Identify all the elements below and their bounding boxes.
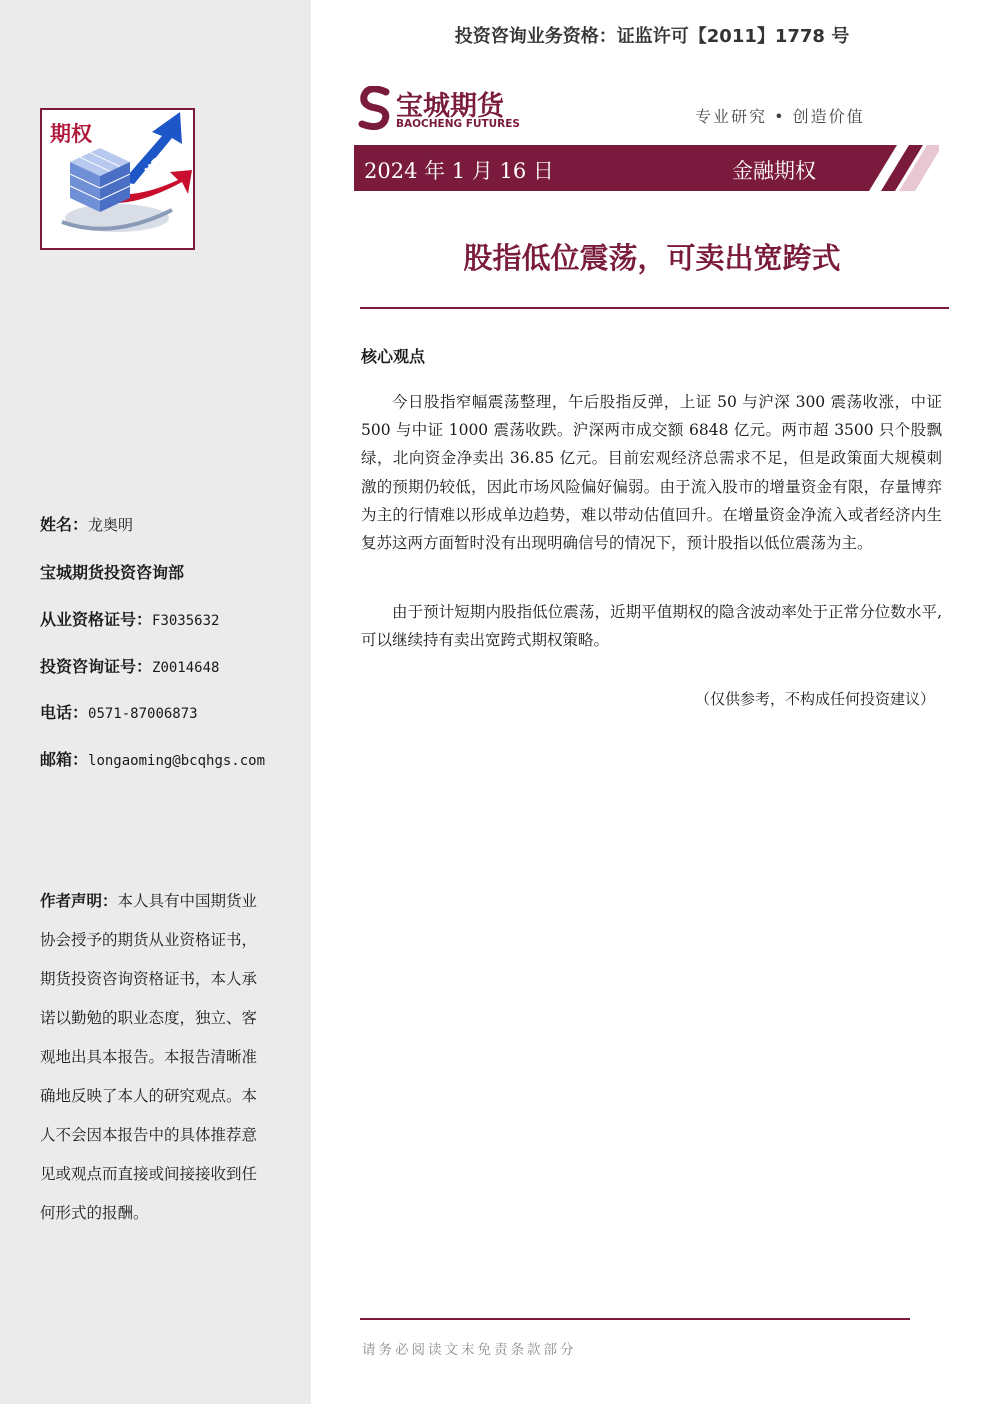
sidebar [0,0,311,1404]
author-name: 龙奥明 [88,516,134,534]
brand-s-icon [356,86,392,130]
footer-divider [360,1318,910,1320]
email-address[interactable]: longaoming@bcqhgs.com [88,753,266,769]
footer-disclaimer: 请务必阅读文末免责条款部分 [362,1342,577,1358]
declaration-label: 作者声明： [40,892,118,910]
phone-number: 0571-87006873 [88,706,198,722]
email-label: 邮箱： [40,750,89,769]
options-logo [40,108,195,250]
author-declaration [40,882,272,1233]
phone-row [40,700,198,723]
core-view-paragraph-1: 今日股指窄幅震荡整理，午后股指反弹，上证 50 与沪深 300 震荡收涨，中证 500 与中证 1000 震荡收跌。沪深两市成交额 6848 亿元。两市超 3500 只个股飘绿，北向资金净卖出 36.85 亿元。目前宏观经济总需求不足，但是政策面大规模刺激的预期仍较低，因此市场风险偏好偏弱。由于流入股市的增量资金有限，存量博弈为主的行情难以形成单边趋势，难以带动估值回升。在增量资金净流入或者经济内生复苏这两方面暂时没有出现明确信号的情况下，预计股指以低位震荡为主。 [361,393,942,553]
report-date: 2024 年 1 月 16 日 [364,159,554,183]
department-name: 宝城期货投资咨询部 [40,563,185,582]
date-banner [354,145,939,191]
consult-cert-label: 投资咨询证号： [40,657,153,676]
options-logo-label: 期权 [50,122,92,146]
author-label: 姓名： [40,515,89,534]
svg-text:UP: UP [141,154,165,179]
brand-logo [356,86,520,132]
qualification-row [40,607,219,630]
core-view-heading: 核心观点 [361,347,426,366]
consult-cert-row [40,654,219,677]
declaration-text: 本人具有中国期货业协会授予的期货从业资格证书，期货投资咨询资格证书，本人承诺以勤勉的职业态度，独立、客观地出具本报告。本报告清晰准确地反映了本人的研究观点。本人不会因本报告中的具体推荐意见或观点而直接或间接接收到任何形式的报酬。 [40,892,258,1222]
qualification-label: 从业资格证号： [40,610,153,629]
license-text: 投资咨询业务资格：证监许可【2011】1778 号 [454,26,850,47]
department-row [40,560,184,583]
author-row [40,512,133,535]
reference-note: （仅供参考，不构成任何投资建议） [694,690,935,708]
qualification-number: F3035632 [152,613,220,629]
slogan: 专业研究 • 创造价值 [695,107,865,126]
email-row [40,747,265,770]
brand-name-cn: 宝城期货 [396,91,504,122]
report-category: 金融期权 [732,159,816,183]
consult-cert-number: Z0014648 [152,660,220,676]
core-view-paragraph-2: 由于预计短期内股指低位震荡，近期平值期权的隐含波动率处于正常分位数水平,可以继续持有卖出宽跨式期权策略。 [361,603,942,650]
report-title: 股指低位震荡，可卖出宽跨式 [463,241,841,275]
title-divider [360,307,949,309]
phone-label: 电话： [40,703,89,722]
brand-name-en: BAOCHENG FUTURES [396,118,520,130]
